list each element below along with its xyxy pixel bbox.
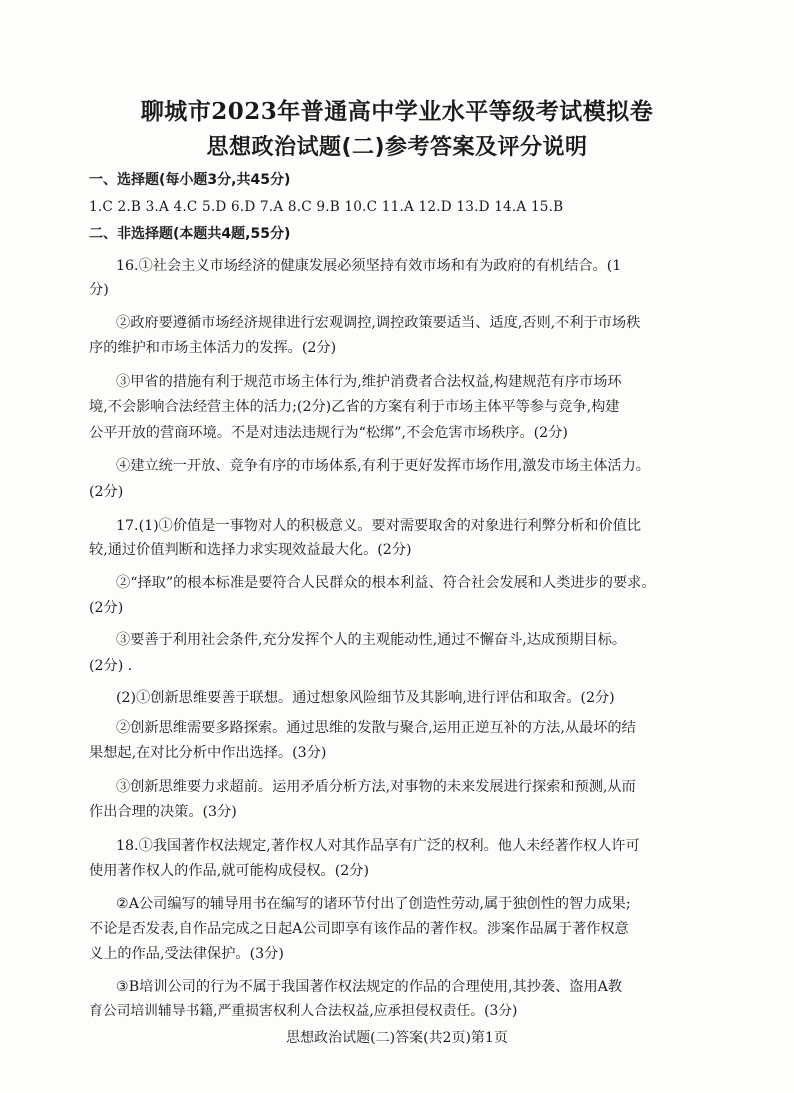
- exam-title: 聊城市2023年普通高中学业水平等级考试模拟卷: [140, 98, 654, 125]
- q18-line: 义上的作品,受法律保护。(3分): [89, 946, 284, 962]
- q17-line: 较,通过价值判断和选择力求实现效益最大化。(2分): [89, 542, 412, 558]
- q18-line: ③B培训公司的行为不属于我国著作权法规定的作品的合理使用,其抄袭、盗用A教: [116, 979, 623, 995]
- section-1-heading: 一、选择题(每小题3分,共45分): [89, 172, 291, 188]
- q18-line: 18.①我国著作权法规定,著作权人对其作品享有广泛的权利。他人未经著作权人许可: [116, 838, 640, 854]
- q16-line: 16.①社会主义市场经济的健康发展必须坚持有效市场和有为政府的有机结合。(1: [116, 258, 622, 274]
- q18-line: 育公司培训辅导书籍,严重损害权利人合法权益,应承担侵权责任。(3分): [89, 1003, 518, 1019]
- q16-line: (2分): [89, 484, 124, 500]
- q17-line: ②“择取”的根本标准是要符合人民群众的根本利益、符合社会发展和人类进步的要求。: [116, 575, 656, 591]
- q16-line: 序的维护和市场主体活力的发挥。(2分): [89, 340, 337, 356]
- section-2-heading: 二、非选择题(本题共4题,55分): [89, 226, 291, 242]
- page-footer: 思想政治试题(二)答案(共2页)第1页: [286, 1030, 508, 1046]
- q16-line: 公平开放的营商环境。不是对违法违规行为“松绑”,不会危害市场秩序。(2分): [89, 425, 568, 441]
- q17-line: (2分): [89, 600, 124, 616]
- multiple-choice-answers: 1.C 2.B 3.A 4.C 5.D 6.D 7.A 8.C 9.B 10.C 11.A 12.D 13.D 14.A 15.B: [89, 199, 564, 215]
- q17-line: 作出合理的决策。(3分): [89, 804, 237, 820]
- q17-line: 17.(1)①价值是一事物对人的积极意义。要对需要取舍的对象进行利弊分析和价值比: [116, 518, 642, 534]
- q16-line: ②政府要遵循市场经济规律进行宏观调控,调控政策要适当、适度,否则,不利于市场秩: [116, 315, 641, 331]
- q16-line: ④建立统一开放、竞争有序的市场体系,有利于更好发挥市场作用,激发市场主体活力。: [116, 458, 650, 474]
- answer-key-title: 思想政治试题(二)参考答案及评分说明: [206, 135, 588, 160]
- q16-line: 分): [89, 282, 109, 298]
- q17-line: ③创新思维要力求超前。运用矛盾分析方法,对事物的未来发展进行探索和预测,从而: [116, 779, 636, 795]
- q18-line: 不论是否发表,自作品完成之日起A公司即享有该作品的著作权。涉案作品属于著作权意: [89, 921, 629, 937]
- q17-line: ②创新思维需要多路探索。通过思维的发散与聚合,运用正逆互补的方法,从最坏的结: [116, 720, 636, 736]
- q16-line: ③甲省的措施有利于规范市场主体行为,维护消费者合法权益,构建规范有序市场环: [116, 374, 622, 390]
- q18-line: ②A公司编写的辅导用书在编写的诸环节付出了创造性劳动,属于独创性的智力成果;: [116, 896, 631, 912]
- q18-line: 使用著作权人的作品,就可能构成侵权。(2分): [89, 863, 369, 879]
- q17-line: (2分) .: [89, 658, 133, 674]
- q17-line: (2)①创新思维要善于联想。通过想象风险细节及其影响,进行评估和取舍。(2分): [116, 690, 615, 706]
- q17-line: ③要善于利用社会条件,充分发挥个人的主观能动性,通过不懈奋斗,达成预期目标。: [116, 632, 627, 648]
- q16-line: 境,不会影响合法经营主体的活力;(2分)乙省的方案有利于市场主体平等参与竞争,构建: [89, 399, 620, 415]
- q17-line: 果想起,在对比分析中作出选择。(3分): [89, 745, 327, 761]
